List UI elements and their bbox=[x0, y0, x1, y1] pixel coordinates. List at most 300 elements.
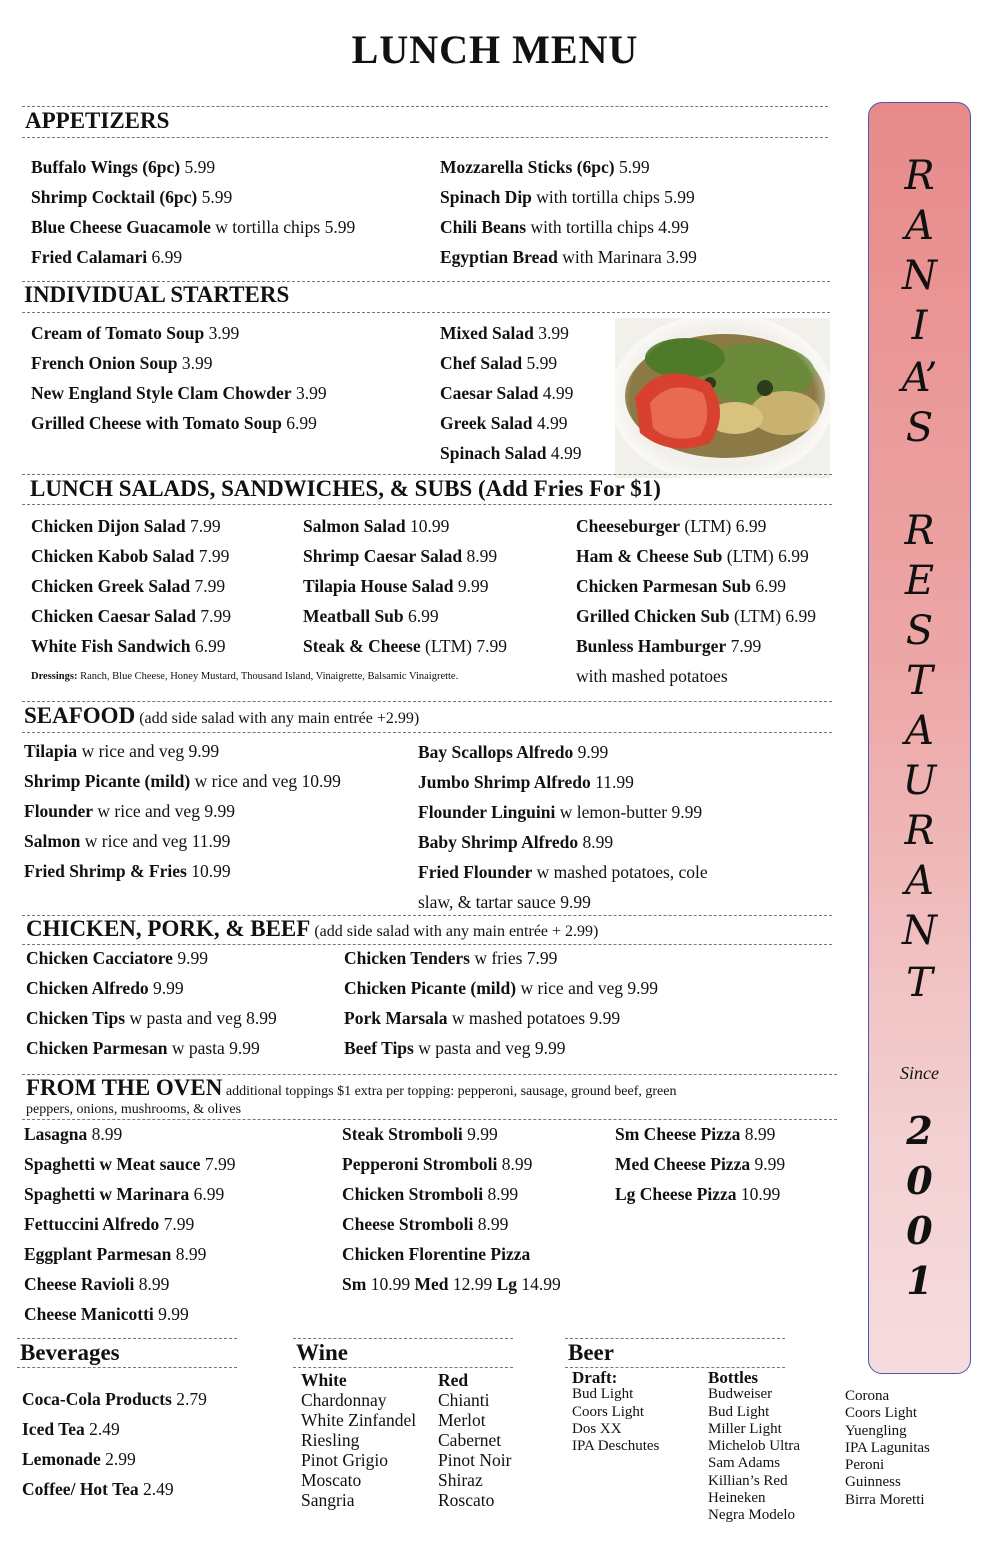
item-name: Fried Shrimp & Fries bbox=[24, 861, 187, 881]
size-label: Sm bbox=[342, 1274, 367, 1294]
menu-item bbox=[440, 182, 697, 212]
item-name: Bay Scallops Alfredo bbox=[418, 742, 574, 762]
item-name: Pork Marsala bbox=[344, 1008, 448, 1028]
list-item: Guinness bbox=[845, 1474, 901, 1491]
list-item: Heineken bbox=[708, 1490, 766, 1507]
item-name: Pepperoni Stromboli bbox=[342, 1154, 498, 1174]
item-name: Flounder Linguini bbox=[418, 802, 556, 822]
white-wine-list bbox=[301, 1390, 416, 1510]
list-item: Dos XX bbox=[572, 1420, 622, 1437]
item-desc: (LTM) 6.99 bbox=[722, 546, 809, 566]
menu-item bbox=[24, 1299, 235, 1329]
item-name: Spinach Dip bbox=[440, 187, 532, 207]
bottle-beer-column bbox=[708, 1369, 800, 1525]
item-name: Sm Cheese Pizza bbox=[615, 1124, 741, 1144]
item-desc: 3.99 bbox=[533, 323, 569, 343]
banner-letter: R bbox=[904, 153, 935, 199]
banner-letter: E bbox=[904, 558, 935, 604]
menu-item bbox=[31, 571, 231, 601]
list-item: IPA Lagunitas bbox=[845, 1439, 930, 1456]
menu-item bbox=[31, 541, 231, 571]
menu-title: LUNCH MENU bbox=[351, 27, 639, 72]
menu-item bbox=[24, 1209, 235, 1239]
menu-item bbox=[31, 242, 355, 272]
oven-heading: FROM THE OVEN additional toppings $1 extra per topping: pepperoni, sausage, ground beef, green bbox=[26, 1075, 677, 1100]
draft-beer-column bbox=[572, 1369, 659, 1455]
item-name: White Fish Sandwich bbox=[31, 636, 191, 656]
item-desc: 3.99 bbox=[177, 353, 213, 373]
florentine-sizes bbox=[342, 1269, 561, 1299]
menu-item bbox=[24, 1119, 235, 1149]
draft-label: Draft: bbox=[572, 1368, 618, 1387]
list-item: Birra Moretti bbox=[845, 1491, 925, 1508]
menu-item bbox=[26, 973, 277, 1003]
menu-item bbox=[31, 212, 355, 242]
menu-item bbox=[440, 242, 697, 272]
year-digit: 0 bbox=[906, 1208, 933, 1253]
item-desc: 7.99 bbox=[159, 1214, 195, 1234]
year-digit: 2 bbox=[906, 1108, 933, 1153]
item-desc: 10.99 bbox=[736, 1184, 781, 1204]
item-desc: 7.99 bbox=[194, 546, 230, 566]
item-desc: 4.99 bbox=[546, 443, 582, 463]
year-digit: 1 bbox=[906, 1258, 933, 1303]
menu-item bbox=[303, 601, 507, 631]
red-wine-list bbox=[438, 1390, 511, 1510]
oven-column-2 bbox=[342, 1119, 561, 1299]
item-desc: 8.99 bbox=[497, 1154, 533, 1174]
size-price: 14.99 bbox=[517, 1274, 561, 1294]
item-desc: 11.99 bbox=[590, 772, 634, 792]
item-desc: with mashed potatoes bbox=[576, 666, 728, 686]
item-name: Chicken Parmesan Sub bbox=[576, 576, 752, 596]
white-wine-label: White bbox=[301, 1370, 347, 1390]
menu-item bbox=[344, 1003, 658, 1033]
item-desc: 5.99 bbox=[197, 187, 233, 207]
menu-item bbox=[22, 1414, 207, 1444]
menu-item bbox=[576, 661, 816, 691]
item-name: Cheese Stromboli bbox=[342, 1214, 474, 1234]
menu-item bbox=[31, 152, 355, 182]
item-name: Spaghetti w Marinara bbox=[24, 1184, 190, 1204]
item-name: Chef Salad bbox=[440, 353, 523, 373]
size-price: 12.99 bbox=[448, 1274, 497, 1294]
item-name: Beef Tips bbox=[344, 1038, 414, 1058]
item-desc: 2.99 bbox=[100, 1449, 136, 1469]
banner-letter: N bbox=[902, 253, 937, 299]
menu-item bbox=[24, 736, 341, 766]
menu-item bbox=[26, 1003, 277, 1033]
item-name: Chicken Florentine Pizza bbox=[342, 1244, 531, 1264]
menu-item bbox=[440, 318, 582, 348]
item-desc: with tortilla chips 4.99 bbox=[526, 217, 689, 237]
menu-item bbox=[344, 973, 658, 1003]
item-desc: w rice and veg 9.99 bbox=[516, 978, 658, 998]
menu-item bbox=[31, 511, 231, 541]
menu-item bbox=[31, 378, 327, 408]
item-name: Fried Flounder bbox=[418, 862, 533, 882]
item-name: Mozzarella Sticks (6pc) bbox=[440, 157, 615, 177]
item-name: Jumbo Shrimp Alfredo bbox=[418, 772, 591, 792]
salad-photo bbox=[615, 318, 830, 478]
menu-item bbox=[303, 541, 507, 571]
item-desc: 2.49 bbox=[138, 1479, 174, 1499]
item-name: Cream of Tomato Soup bbox=[31, 323, 205, 343]
oven-column-2-items bbox=[342, 1119, 561, 1269]
divider bbox=[22, 732, 832, 733]
item-desc: 9.99 bbox=[750, 1154, 786, 1174]
item-name: Chicken Caesar Salad bbox=[31, 606, 196, 626]
item-desc: 8.99 bbox=[171, 1244, 207, 1264]
appetizers-left-column bbox=[31, 152, 355, 272]
item-name: Shrimp Cocktail (6pc) bbox=[31, 187, 198, 207]
item-name: Grilled Chicken Sub bbox=[576, 606, 730, 626]
item-desc: 8.99 bbox=[134, 1274, 170, 1294]
item-name: Steak Stromboli bbox=[342, 1124, 463, 1144]
menu-item bbox=[418, 857, 708, 887]
list-item: Merlot bbox=[438, 1410, 486, 1430]
item-desc: 8.99 bbox=[483, 1184, 519, 1204]
item-desc: 5.99 bbox=[522, 353, 558, 373]
menu-item bbox=[418, 767, 708, 797]
list-item: Coors Light bbox=[845, 1405, 918, 1422]
oven-column-3 bbox=[615, 1119, 785, 1209]
menu-item bbox=[24, 1239, 235, 1269]
list-item: Miller Light bbox=[708, 1420, 782, 1437]
bottles-label: Bottles bbox=[708, 1368, 759, 1387]
menu-item bbox=[576, 571, 816, 601]
list-item: Yuengling bbox=[845, 1422, 907, 1439]
item-name: Ham & Cheese Sub bbox=[576, 546, 723, 566]
menu-item bbox=[615, 1149, 785, 1179]
item-desc: 9.99 bbox=[573, 742, 609, 762]
menu-item bbox=[440, 152, 697, 182]
menu-item bbox=[24, 826, 341, 856]
chicken-heading: CHICKEN, PORK, & BEEF (add side salad with any main entrée + 2.99) bbox=[26, 916, 599, 941]
seafood-right-column bbox=[418, 737, 708, 917]
item-name: Chicken Parmesan bbox=[26, 1038, 168, 1058]
oven-column-1 bbox=[24, 1119, 235, 1329]
menu-item bbox=[24, 856, 341, 886]
white-wine-column bbox=[301, 1370, 416, 1510]
menu-item bbox=[31, 631, 231, 661]
banner-letter: I bbox=[911, 303, 928, 349]
item-name: Chicken Tenders bbox=[344, 948, 470, 968]
item-name: Shrimp Picante (mild) bbox=[24, 771, 191, 791]
menu-item bbox=[576, 541, 816, 571]
appetizers-right-column bbox=[440, 152, 697, 272]
item-name: Fried Calamari bbox=[31, 247, 148, 267]
since-label: Since bbox=[900, 1063, 939, 1083]
banner-letter: S bbox=[905, 608, 934, 654]
banner-letter: A bbox=[905, 858, 934, 904]
list-item: Michelob Ultra bbox=[708, 1438, 801, 1455]
item-desc: w rice and veg 9.99 bbox=[93, 801, 235, 821]
banner-letter: A bbox=[905, 203, 934, 249]
item-desc: (LTM) 7.99 bbox=[420, 636, 507, 656]
item-desc: w fries 7.99 bbox=[469, 948, 558, 968]
menu-item bbox=[344, 943, 658, 973]
item-name: Tilapia bbox=[24, 741, 78, 761]
item-name: Chili Beans bbox=[440, 217, 527, 237]
item-name: Cheeseburger bbox=[576, 516, 681, 536]
list-item: Coors Light bbox=[572, 1403, 645, 1420]
list-item: Peroni bbox=[845, 1457, 885, 1474]
item-name: Blue Cheese Guacamole bbox=[31, 217, 211, 237]
size-price: 10.99 bbox=[366, 1274, 415, 1294]
item-name: Baby Shrimp Alfredo bbox=[418, 832, 579, 852]
starters-heading: INDIVIDUAL STARTERS bbox=[24, 282, 290, 307]
item-desc: 6.99 bbox=[403, 606, 439, 626]
lunch-column-1 bbox=[31, 511, 231, 661]
list-item: Chianti bbox=[438, 1390, 490, 1410]
list-item: Corona bbox=[845, 1388, 890, 1404]
item-desc: 5.99 bbox=[614, 157, 650, 177]
menu-item bbox=[24, 766, 341, 796]
item-desc: 9.99 bbox=[453, 576, 489, 596]
item-desc: 7.99 bbox=[726, 636, 762, 656]
dressings-note: Dressings: Ranch, Blue Cheese, Honey Mustard, Thousand Island, Vinaigrette, Balsamic Vinaigrette. bbox=[31, 671, 459, 682]
item-name: Cheese Manicotti bbox=[24, 1304, 154, 1324]
banner-letter: R bbox=[904, 808, 935, 854]
red-wine-label: Red bbox=[438, 1370, 469, 1390]
item-desc: 3.99 bbox=[291, 383, 327, 403]
item-desc: 8.99 bbox=[473, 1214, 509, 1234]
item-name: Med Cheese Pizza bbox=[615, 1154, 751, 1174]
item-desc: with Marinara 3.99 bbox=[557, 247, 697, 267]
menu-item bbox=[440, 408, 582, 438]
item-name: Chicken Alfredo bbox=[26, 978, 149, 998]
banner-letter: T bbox=[906, 658, 933, 704]
draft-beer-list bbox=[572, 1386, 659, 1455]
menu-item bbox=[576, 601, 816, 631]
item-name: Grilled Cheese with Tomato Soup bbox=[31, 413, 282, 433]
menu-item bbox=[303, 631, 507, 661]
item-desc: 6.99 bbox=[147, 247, 183, 267]
item-name: Lasagna bbox=[24, 1124, 88, 1144]
divider bbox=[22, 701, 832, 702]
item-desc: 4.99 bbox=[538, 383, 574, 403]
item-desc: 9.99 bbox=[172, 948, 208, 968]
item-desc: w mashed potatoes 9.99 bbox=[447, 1008, 621, 1028]
item-name: Coca-Cola Products bbox=[22, 1389, 172, 1409]
item-name: Salmon bbox=[24, 831, 81, 851]
item-name: French Onion Soup bbox=[31, 353, 178, 373]
lunch-column-2 bbox=[303, 511, 507, 661]
banner-letter: A’ bbox=[901, 355, 938, 401]
menu-item bbox=[440, 378, 582, 408]
menu-item bbox=[342, 1119, 561, 1149]
menu-item bbox=[26, 943, 277, 973]
menu-item bbox=[615, 1179, 785, 1209]
item-name: Bunless Hamburger bbox=[576, 636, 727, 656]
item-desc: w pasta and veg 8.99 bbox=[125, 1008, 277, 1028]
banner-letter: S bbox=[905, 405, 934, 451]
divider bbox=[22, 106, 828, 107]
menu-item bbox=[24, 1269, 235, 1299]
divider bbox=[22, 137, 828, 138]
item-desc: w rice and veg 10.99 bbox=[190, 771, 341, 791]
wine-heading: Wine bbox=[296, 1340, 348, 1365]
item-desc: 9.99 bbox=[462, 1124, 498, 1144]
item-name: Spaghetti w Meat sauce bbox=[24, 1154, 201, 1174]
menu-item bbox=[344, 1033, 658, 1063]
list-item: Sam Adams bbox=[708, 1455, 781, 1472]
item-desc: 7.99 bbox=[195, 606, 231, 626]
list-item: Killian’s Red bbox=[708, 1472, 788, 1489]
divider bbox=[22, 504, 832, 505]
menu-item bbox=[303, 511, 507, 541]
divider bbox=[22, 474, 832, 475]
item-name: Chicken Greek Salad bbox=[31, 576, 191, 596]
item-desc: 10.99 bbox=[405, 516, 450, 536]
item-desc: 7.99 bbox=[185, 516, 221, 536]
item-desc: 7.99 bbox=[200, 1154, 236, 1174]
menu-item bbox=[440, 438, 582, 468]
item-name: Flounder bbox=[24, 801, 94, 821]
item-name: Lemonade bbox=[22, 1449, 101, 1469]
item-name: Coffee/ Hot Tea bbox=[22, 1479, 139, 1499]
item-desc: (LTM) 6.99 bbox=[729, 606, 817, 626]
beer-heading: Beer bbox=[568, 1340, 614, 1365]
list-item: Pinot Grigio bbox=[301, 1450, 389, 1470]
item-name: Cheese Ravioli bbox=[24, 1274, 135, 1294]
item-name: Chicken Kabob Salad bbox=[31, 546, 195, 566]
item-desc: 5.99 bbox=[180, 157, 216, 177]
divider bbox=[17, 1367, 237, 1368]
menu-item bbox=[22, 1444, 207, 1474]
item-desc: 10.99 bbox=[186, 861, 231, 881]
item-desc: 8.99 bbox=[578, 832, 614, 852]
item-name: Mixed Salad bbox=[440, 323, 534, 343]
menu-item bbox=[31, 601, 231, 631]
item-desc: 4.99 bbox=[532, 413, 568, 433]
lunch-column-3 bbox=[576, 511, 816, 691]
item-name: Chicken Cacciatore bbox=[26, 948, 173, 968]
item-name: Lg Cheese Pizza bbox=[615, 1184, 737, 1204]
item-desc: 9.99 bbox=[153, 1304, 189, 1324]
list-item: Chardonnay bbox=[301, 1390, 387, 1410]
item-desc: 6.99 bbox=[189, 1184, 225, 1204]
item-name: Shrimp Caesar Salad bbox=[303, 546, 463, 566]
item-desc: w rice and veg 11.99 bbox=[80, 831, 231, 851]
chicken-right-column bbox=[344, 943, 658, 1063]
item-name: Egyptian Bread bbox=[440, 247, 558, 267]
seafood-left-column bbox=[24, 736, 341, 886]
menu-item bbox=[31, 182, 355, 212]
size-label: Med bbox=[414, 1274, 449, 1294]
menu-item bbox=[31, 318, 327, 348]
item-name: Buffalo Wings (6pc) bbox=[31, 157, 181, 177]
list-item: Negra Modelo bbox=[708, 1507, 796, 1524]
item-name: Chicken Dijon Salad bbox=[31, 516, 186, 536]
menu-item bbox=[440, 212, 697, 242]
menu-item bbox=[26, 1033, 277, 1063]
oven-toppings-note: peppers, onions, mushrooms, & olives bbox=[26, 1102, 242, 1117]
menu-item bbox=[418, 737, 708, 767]
banner-letter: R bbox=[904, 508, 935, 554]
red-wine-column bbox=[438, 1370, 511, 1510]
item-desc: 2.79 bbox=[171, 1389, 207, 1409]
divider bbox=[293, 1338, 513, 1339]
item-desc: 6.99 bbox=[751, 576, 787, 596]
list-item: Moscato bbox=[301, 1470, 362, 1490]
menu-item bbox=[615, 1119, 785, 1149]
banner-letter: N bbox=[902, 908, 937, 954]
item-desc: 6.99 bbox=[190, 636, 226, 656]
banner-letter: U bbox=[902, 758, 937, 804]
item-desc: w tortilla chips 5.99 bbox=[210, 217, 356, 237]
item-name: Chicken Stromboli bbox=[342, 1184, 484, 1204]
menu-item bbox=[342, 1239, 561, 1269]
divider bbox=[22, 312, 830, 313]
list-item: White Zinfandel bbox=[301, 1410, 417, 1430]
starters-left-column bbox=[31, 318, 327, 438]
menu-item bbox=[418, 827, 708, 857]
list-item: Budweiser bbox=[708, 1386, 773, 1403]
menu-item bbox=[22, 1384, 207, 1414]
beverages-heading: Beverages bbox=[20, 1340, 120, 1365]
list-item: Pinot Noir bbox=[438, 1450, 512, 1470]
menu-item bbox=[342, 1149, 561, 1179]
item-name: Salmon Salad bbox=[303, 516, 406, 536]
size-label: Lg bbox=[496, 1274, 518, 1294]
divider bbox=[293, 1367, 513, 1368]
list-item: Cabernet bbox=[438, 1430, 502, 1450]
banner-letter: A bbox=[905, 708, 934, 754]
lunch-heading: LUNCH SALADS, SANDWICHES, & SUBS (Add Fries For $1) bbox=[30, 476, 661, 501]
item-desc: 2.49 bbox=[84, 1419, 120, 1439]
beverages-list bbox=[22, 1384, 207, 1504]
seafood-heading: SEAFOOD (add side salad with any main entrée +2.99) bbox=[24, 703, 420, 728]
item-desc: with tortilla chips 5.99 bbox=[531, 187, 695, 207]
item-name: Steak & Cheese bbox=[303, 636, 421, 656]
menu-item bbox=[418, 797, 708, 827]
list-item: Bud Light bbox=[572, 1386, 634, 1403]
item-name: Caesar Salad bbox=[440, 383, 539, 403]
starters-right-column bbox=[440, 318, 582, 468]
menu-item bbox=[31, 348, 327, 378]
item-name: Tilapia House Salad bbox=[303, 576, 454, 596]
item-desc: w lemon-butter 9.99 bbox=[555, 802, 703, 822]
year-digit: 0 bbox=[906, 1158, 933, 1203]
divider bbox=[17, 1338, 237, 1339]
list-item: Riesling bbox=[301, 1430, 360, 1450]
bottle-beer-column-2 bbox=[845, 1388, 930, 1509]
restaurant-name-banner bbox=[868, 102, 971, 1374]
list-item: Sangria bbox=[301, 1490, 355, 1510]
item-desc: 8.99 bbox=[87, 1124, 123, 1144]
item-desc: slaw, & tartar sauce 9.99 bbox=[418, 892, 591, 912]
item-desc: 3.99 bbox=[204, 323, 240, 343]
item-desc: 9.99 bbox=[148, 978, 184, 998]
item-name: Chicken Tips bbox=[26, 1008, 126, 1028]
chicken-left-column bbox=[26, 943, 277, 1063]
item-name: New England Style Clam Chowder bbox=[31, 383, 292, 403]
item-desc: 8.99 bbox=[740, 1124, 776, 1144]
menu-item bbox=[24, 1149, 235, 1179]
item-name: Iced Tea bbox=[22, 1419, 85, 1439]
bottle-beer-list-1 bbox=[708, 1386, 800, 1524]
list-item: Roscato bbox=[438, 1490, 495, 1510]
item-name: Meatball Sub bbox=[303, 606, 404, 626]
menu-item bbox=[303, 571, 507, 601]
list-item: Shiraz bbox=[438, 1470, 483, 1490]
menu-item bbox=[24, 1179, 235, 1209]
item-desc: 6.99 bbox=[281, 413, 317, 433]
menu-item bbox=[440, 348, 582, 378]
item-desc: w pasta and veg 9.99 bbox=[413, 1038, 566, 1058]
